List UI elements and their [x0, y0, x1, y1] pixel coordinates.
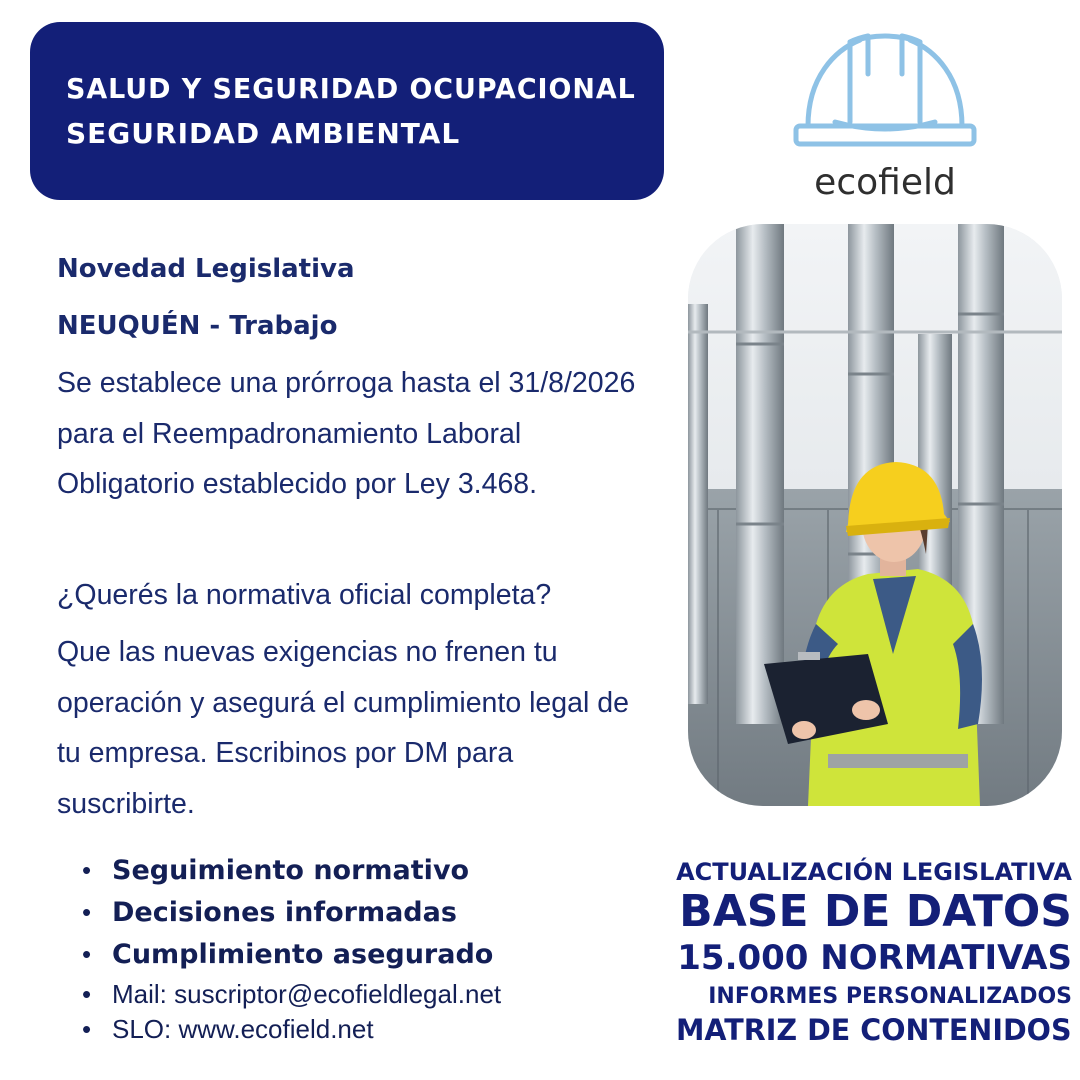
bullet-icon: • — [82, 939, 92, 969]
worker-illustration — [688, 224, 1062, 806]
news-paragraph: Se establece una prórroga hasta el 31/8/2026 para el Reempadronamiento Laboral Obligatorio establecido por Ley 3.468. — [57, 367, 636, 500]
call-to-action-paragraph: Que las nuevas exigencias no frenen tu operación y asegurá el cumplimiento legal de tu empresa. Escribinos por DM para suscribirte. — [57, 636, 629, 820]
logo-text: ecofield — [814, 162, 956, 203]
question-text: ¿Querés la normativa oficial completa? — [57, 579, 552, 611]
promo-line-count: 15.000 NORMATIVAS — [677, 938, 1072, 978]
bullet-icon: • — [82, 1014, 92, 1044]
news-heading: Novedad Legislativa — [57, 254, 355, 284]
news-subheading: NEUQUÉN - Trabajo — [57, 311, 338, 341]
bullet-icon: • — [82, 979, 92, 1009]
header-title-line1: SALUD Y SEGURIDAD OCUPACIONAL — [66, 72, 636, 105]
bullet-icon: • — [82, 855, 92, 885]
web-contact: SLO: www.ecofield.net — [112, 1014, 374, 1044]
promo-line-database: BASE DE DATOS — [679, 886, 1072, 937]
header-title-line2: SEGURIDAD AMBIENTAL — [66, 117, 461, 150]
list-item-label: Cumplimiento asegurado — [112, 939, 494, 970]
bullet-icon: • — [82, 897, 92, 927]
list-item-label: Decisiones informadas — [112, 897, 457, 928]
ecofield-logo — [790, 22, 980, 212]
promo-line-reports: INFORMES PERSONALIZADOS — [708, 984, 1072, 1009]
list-item-label: Seguimiento normativo — [112, 855, 470, 886]
promo-line-matrix: MATRIZ DE CONTENIDOS — [676, 1013, 1072, 1047]
hard-hat-icon — [790, 22, 980, 162]
header-banner — [30, 22, 664, 200]
worker-photo — [688, 224, 1062, 806]
mail-contact: Mail: suscriptor@ecofieldlegal.net — [112, 979, 502, 1009]
promo-line-update: ACTUALIZACIÓN LEGISLATIVA — [676, 858, 1072, 886]
